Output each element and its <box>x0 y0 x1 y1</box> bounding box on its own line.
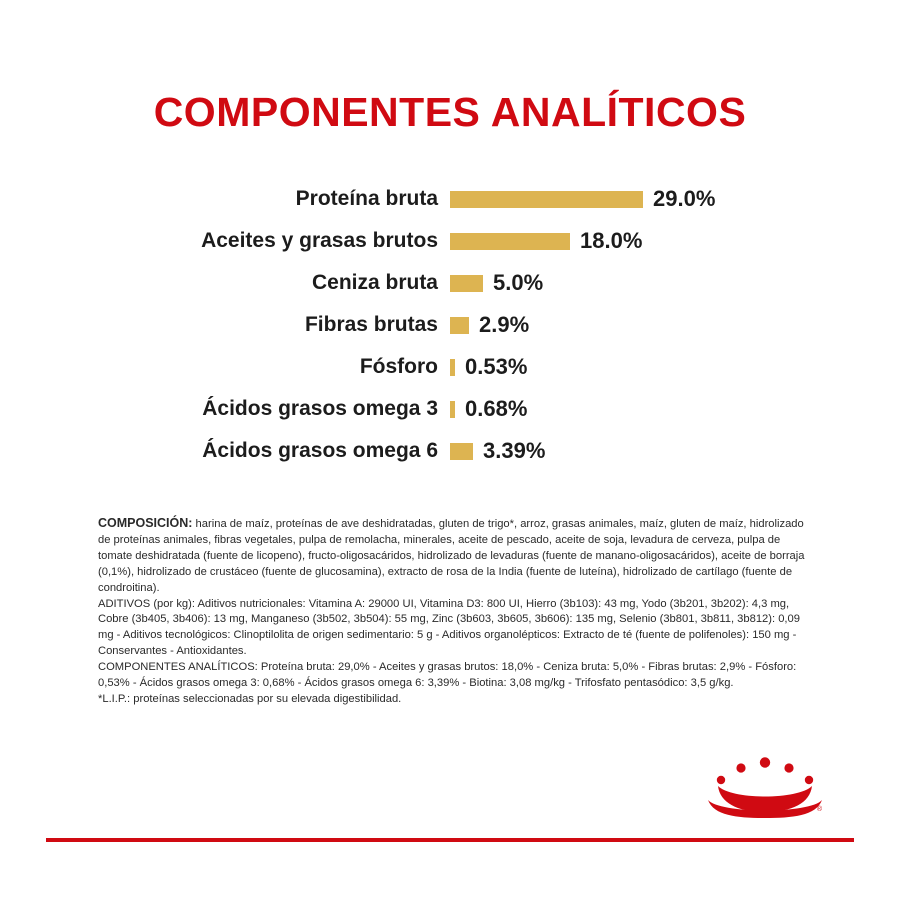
bar-value: 2.9% <box>479 312 530 337</box>
bar-value: 18.0% <box>580 228 643 253</box>
bar-label: Fósforo <box>359 355 438 378</box>
bar-value: 0.68% <box>465 396 528 421</box>
bar-value: 5.0% <box>493 270 544 295</box>
composition-paragraph <box>98 515 816 597</box>
bar-label: Ácidos grasos omega 6 <box>202 439 438 462</box>
chart-row <box>90 178 810 220</box>
bar-label: Proteína bruta <box>295 187 438 210</box>
bar-fill <box>450 191 643 208</box>
bar-fill <box>450 443 473 460</box>
chart-row <box>90 430 810 472</box>
bar-label: Aceites y grasas brutos <box>201 229 438 252</box>
bar-value: 0.53% <box>465 354 528 379</box>
bottom-divider <box>46 838 854 842</box>
bar-track <box>450 228 810 254</box>
bar-track <box>450 270 810 296</box>
bar-track <box>450 312 810 338</box>
chart-row <box>90 346 810 388</box>
bar-fill <box>450 401 455 418</box>
additives-paragraph: ADITIVOS (por kg): Aditivos nutricionales: Vitamina A: 29000 UI, Vitamina D3: 800 UI, Hierro (3b103): 43 mg, Yodo (3b201, 3b202): 4,3 mg, Cobre (3b405, 3b406): 13 mg, Manganeso (3b502, 3b504): 55 mg, Zinc (3b603, 3b605, 3b606): 135 mg, Selenio (3b801, 3b811, 3b812): 0,09 mg - Aditivos tecnológicos: Clinoptilolita de origen sedimentario: 5 g - Aditivos organolépticos: Extracto de té (fuente de polifenoles): 150 mg - Conservantes - Antioxidantes. <box>98 597 800 658</box>
page-title: COMPONENTES ANALÍTICOS <box>153 89 747 135</box>
composition-text: harina de maíz, proteínas de ave deshidratadas, gluten de trigo*, arroz, grasas animales, maíz, gluten de maíz, hidrolizado de proteínas animales, fibras vegetales, pulpa de remolacha, minerales, aceite de pescado, aceite de soja, levadura de cerveza, pulpa de tomate deshidratada (fuente de licopeno), fructo-oligosacáridos, hidrolizado de levaduras (fuente de manano-oligosacáridos), aceite de borraja (0,1%), hidrolizado de crustáceo (fuente de glucosamina), extracto de rosa de la India (fuente de luteína), hidrolizado de cartílago (fuente de condroitina). <box>98 518 805 594</box>
bar-value: 29.0% <box>653 186 716 211</box>
composition-label: COMPOSICIÓN: <box>98 516 193 530</box>
bar-label: Ceniza bruta <box>311 271 438 294</box>
registered-mark-icon: ® <box>816 806 822 813</box>
royal-canin-crown-logo <box>706 756 824 818</box>
analytical-paragraph: COMPONENTES ANALÍTICOS: Proteína bruta: 29,0% - Aceites y grasas brutos: 18,0% - Ceniza bruta: 5,0% - Fibras brutas: 2,9% - Fósforo: 0,53% - Ácidos grasos omega 3: 0,68% - Ácidos grasos omega 6: 3,39% - Biotina: 3,08 mg/kg - Trifosfato pentasódico: 3,5 g/kg. <box>98 661 797 690</box>
lip-paragraph: *L.I.P.: proteínas seleccionadas por su elevada digestibilidad. <box>98 692 402 705</box>
bar-label: Ácidos grasos omega 3 <box>202 397 438 420</box>
bar-fill <box>450 317 469 334</box>
chart-row <box>90 262 810 304</box>
bar-label: Fibras brutas <box>304 313 438 336</box>
composition-block <box>98 515 816 708</box>
chart-row <box>90 220 810 262</box>
analytical-components-chart <box>90 178 810 472</box>
bar-fill <box>450 275 483 292</box>
bar-fill <box>450 233 570 250</box>
bar-track <box>450 438 810 464</box>
bar-fill <box>450 359 455 376</box>
chart-row <box>90 304 810 346</box>
bar-value: 3.39% <box>483 438 546 463</box>
chart-row <box>90 388 810 430</box>
bar-track <box>450 396 810 422</box>
bar-track <box>450 354 810 380</box>
bar-track <box>450 186 810 212</box>
